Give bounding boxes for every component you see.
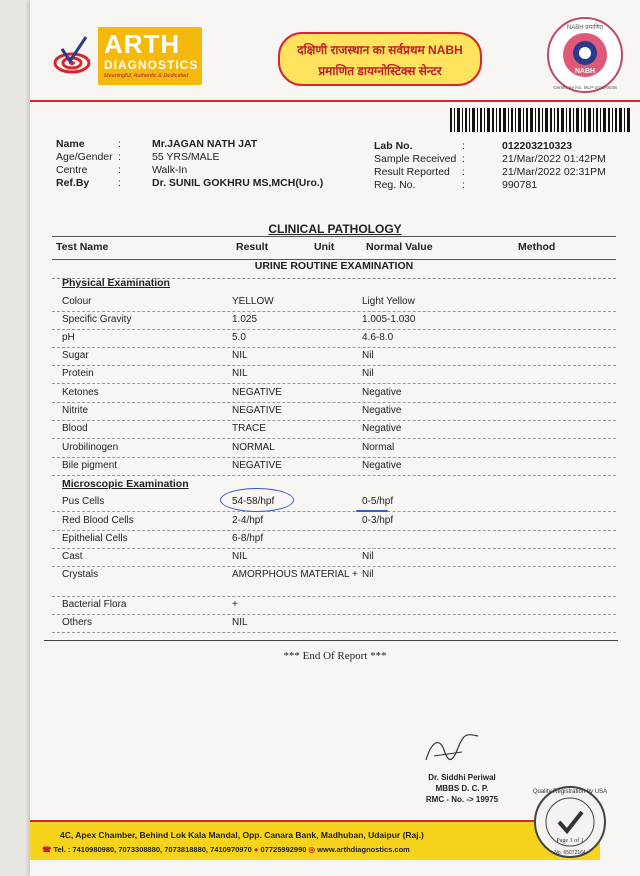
centre-label: Centre: [56, 164, 88, 176]
test-name: Blood: [62, 423, 88, 434]
test-name: Crystals: [62, 569, 99, 580]
test-result: NIL: [232, 368, 248, 379]
test-result: AMORPHOUS MATERIAL +: [232, 569, 358, 580]
col-normal: Normal Value: [366, 241, 433, 253]
pen-circle-mark: [220, 488, 294, 512]
table-row: [52, 365, 616, 384]
nabh-banner: [278, 32, 482, 86]
test-result: 5.0: [232, 332, 246, 343]
test-result: NEGATIVE: [232, 387, 282, 398]
nabh-seal-top: NABH प्रमाणित: [566, 25, 604, 31]
test-result: 6-8/hpf: [232, 533, 264, 544]
report-end-divider: [44, 640, 618, 641]
doctor-rmc: RMC - No. -> 19975: [425, 795, 499, 804]
reg-label: Reg. No.: [374, 179, 416, 191]
colon: :: [118, 177, 121, 189]
reg-number: 990781: [502, 179, 538, 191]
table-row: [52, 420, 616, 439]
table-row: [52, 530, 616, 549]
footer-mobile: 07725992990: [260, 845, 307, 854]
normal-value: 1.005-1.030: [362, 314, 416, 325]
target-logo-icon: [52, 35, 92, 75]
iso-stamp-icon: [532, 784, 608, 860]
nabh-seal-cert: Certificate No. MLP-2015-0048: [553, 85, 617, 90]
doctor-qualification: MBBS D. C. P.: [435, 784, 489, 793]
test-name: Epithelial Cells: [62, 533, 128, 544]
normal-value: Nil: [362, 368, 374, 379]
test-name: Pus Cells: [62, 496, 105, 507]
normal-value: Nil: [362, 569, 374, 580]
table-row: [52, 512, 616, 531]
header-divider: [30, 100, 640, 102]
test-result: NEGATIVE: [232, 460, 282, 471]
ref-doctor: Dr. SUNIL GOKHRU MS,MCH(Uro.): [152, 177, 324, 189]
test-result: +: [232, 599, 238, 610]
name-label: Name: [56, 138, 85, 150]
test-name: pH: [62, 332, 75, 343]
colon: :: [462, 140, 465, 152]
signature-icon: [422, 730, 482, 766]
test-name: Red Blood Cells: [62, 515, 134, 526]
normal-value: Negative: [362, 405, 402, 416]
table-row: [52, 311, 616, 330]
test-name: Urobilinogen: [62, 442, 119, 453]
patient-name: Mr.JAGAN NATH JAT: [152, 138, 258, 150]
banner-line1: दक्षिणी राजस्थान का सर्वप्रथम NABH: [297, 43, 463, 57]
test-name: Sugar: [62, 350, 89, 361]
iso-text: Quality Registration by USA: [532, 789, 608, 795]
footer-tel: Tel. : 7410980980, 7073308880, 7073818880, 7410970970: [53, 845, 252, 854]
col-unit: Unit: [314, 241, 335, 253]
table-row: [52, 402, 616, 421]
test-name: Bile pigment: [62, 460, 118, 471]
iso-number: No. 65072164: [554, 850, 586, 856]
test-result: 2-4/hpf: [232, 515, 264, 526]
table-row: [52, 384, 616, 403]
colon: :: [118, 138, 121, 150]
normal-value: Negative: [362, 387, 402, 398]
normal-value: 4.6-8.0: [362, 332, 394, 343]
test-result: TRACE: [232, 423, 266, 434]
normal-value: Nil: [362, 551, 374, 562]
whatsapp-icon: ●: [253, 845, 259, 854]
patient-details: [52, 136, 632, 198]
ref-label: Ref.By: [56, 177, 90, 189]
col-result: Result: [236, 241, 269, 253]
end-of-report: *** End Of Report ***: [283, 650, 387, 662]
letterhead: [30, 0, 640, 100]
lab-label: Lab No.: [374, 140, 413, 152]
sample-received: 21/Mar/2022 01:42PM: [502, 153, 606, 165]
table-row: [52, 329, 616, 348]
nabh-seal-icon: [545, 15, 625, 95]
page-number: Page 1 of 1: [556, 838, 584, 844]
normal-value: Normal: [362, 442, 395, 453]
exam-subtitle: URINE ROUTINE EXAMINATION: [52, 258, 616, 279]
sample-label: Sample Received: [374, 153, 457, 165]
phone-icon: ☎: [42, 845, 52, 854]
test-result: NIL: [232, 551, 248, 562]
colon: :: [462, 179, 465, 191]
test-name: Others: [62, 617, 93, 628]
nabh-seal-text: NABH: [574, 68, 596, 75]
test-name: Bacterial Flora: [62, 599, 127, 610]
microscopic-title: Microscopic Examination: [62, 478, 189, 490]
test-name: Specific Gravity: [62, 314, 132, 325]
colon: :: [462, 166, 465, 178]
physical-title: Physical Examination: [62, 277, 170, 289]
centre-value: Walk-In: [152, 164, 188, 176]
brand-name: ARTH: [104, 29, 181, 59]
result-reported: 21/Mar/2022 02:31PM: [502, 166, 606, 178]
footer-contact: [42, 845, 410, 854]
test-name: Ketones: [62, 387, 99, 398]
test-result: YELLOW: [232, 296, 274, 307]
table-row: [52, 439, 616, 458]
colon: :: [118, 164, 121, 176]
footer-address: 4C, Apex Chamber, Behind Lok Kala Mandal, Opp. Canara Bank, Madhuban, Udaipur (Raj.): [60, 830, 424, 840]
lab-number: 012203210323: [502, 140, 573, 152]
report-sheet: [30, 0, 640, 876]
table-row: [52, 347, 616, 366]
table-row: [52, 548, 616, 567]
test-name: Protein: [62, 368, 94, 379]
normal-value: Light Yellow: [362, 296, 415, 307]
test-name: Cast: [62, 551, 83, 562]
table-row: [52, 566, 616, 597]
test-name: Nitrite: [62, 405, 89, 416]
test-result: NIL: [232, 617, 248, 628]
test-result: NEGATIVE: [232, 405, 282, 416]
table-row: [52, 457, 616, 476]
barcode-icon: [450, 108, 630, 132]
normal-value: Nil: [362, 350, 374, 361]
doctor-name: Dr. Siddhi Periwal: [428, 773, 496, 782]
table-header: [52, 236, 616, 260]
brand-logo: [98, 27, 202, 85]
test-result: NIL: [232, 350, 248, 361]
table-row: [52, 493, 616, 512]
patient-age: 55 YRS/MALE: [152, 151, 220, 163]
normal-value: Negative: [362, 423, 402, 434]
pen-underline-mark: [356, 510, 388, 512]
globe-icon: ◎: [308, 845, 316, 854]
brand-sub: DIAGNOSTICS: [104, 58, 199, 72]
footer-web: www.arthdiagnostics.com: [317, 845, 410, 854]
table-row: [52, 293, 616, 312]
test-result: 1.025: [232, 314, 258, 325]
colon: :: [118, 151, 121, 163]
test-name: Colour: [62, 296, 92, 307]
colon: :: [462, 153, 465, 165]
test-result: 54-58/hpf: [232, 496, 275, 507]
table-row: [52, 614, 616, 633]
brand-tagline: Meaningful, Authentic & Dedicated: [104, 73, 189, 79]
normal-value: Negative: [362, 460, 402, 471]
table-row: [52, 596, 616, 615]
col-test: Test Name: [56, 241, 109, 253]
section-title: CLINICAL PATHOLOGY: [268, 222, 402, 236]
footer: [30, 820, 600, 860]
normal-value: 0-5/hpf: [362, 496, 394, 507]
normal-value: 0-3/hpf: [362, 515, 394, 526]
test-result: NORMAL: [232, 442, 275, 453]
result-label: Result Reported: [374, 166, 450, 178]
banner-line2: प्रमाणित डायग्नोस्टिक्स सेन्टर: [318, 64, 442, 78]
age-label: Age/Gender: [56, 151, 113, 163]
doctor-block: [402, 772, 522, 805]
col-method: Method: [518, 241, 556, 253]
